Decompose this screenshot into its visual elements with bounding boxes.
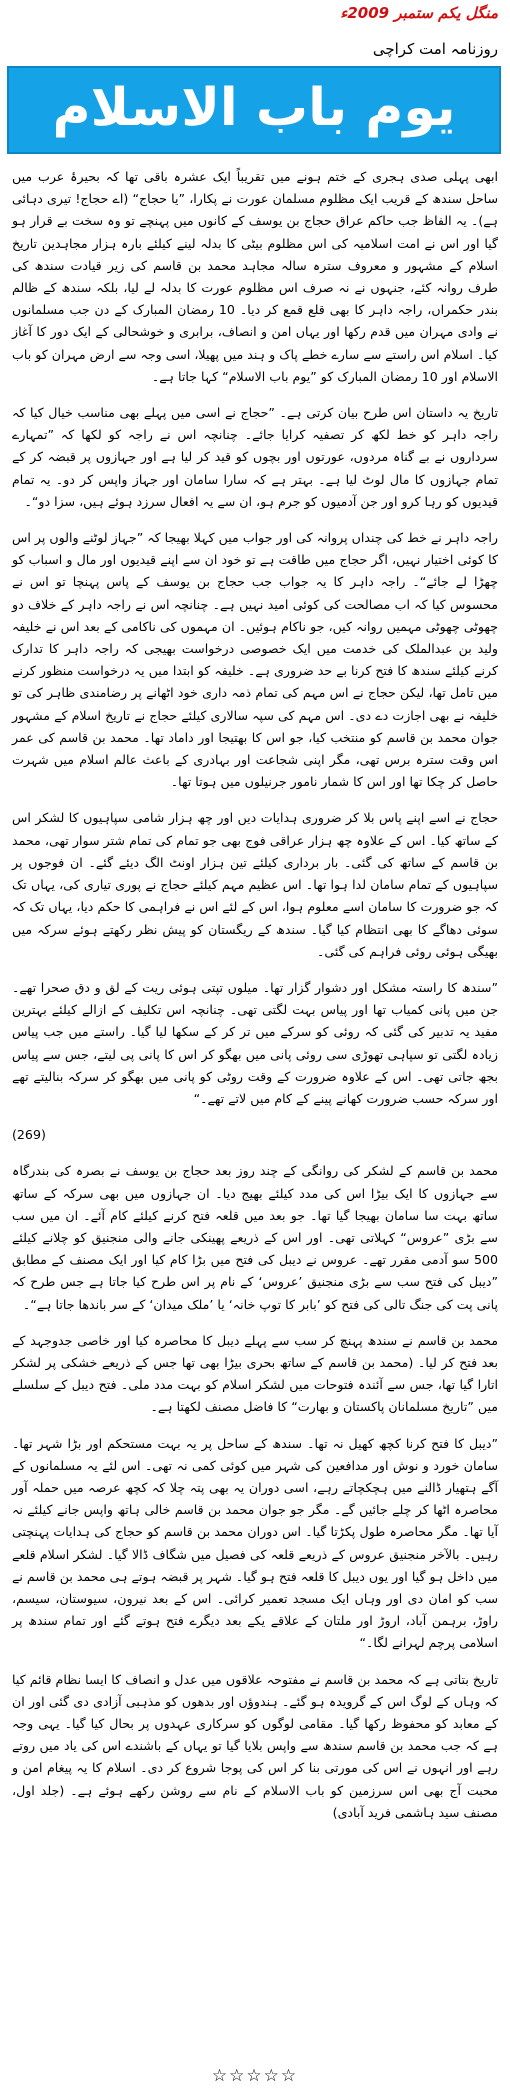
article-paragraph: راجہ داہر نے خط کی چنداں پروانہ کی اور جواب میں کہلا بھیجا کہ ”جہاز لوٹنے والوں پر اس کا کوئی اختیار نہیں، اگر حجاج میں طاقت ہے تو خود ان سے اپنے قیدیوں اور مال و اسباب کو چھڑا لے جائے“۔ راجہ داہر کا یہ جواب جب حجاج بن یوسف کے پاس پہنچا تو اس نے محسوس کیا کہ اب مصالحت کی کوئی امید نہیں ہے۔ چنانچہ اس نے راجہ داہر کے خلاف دو چھوٹی چھوٹی مہمیں روانہ کیں، جو ناکام ہوئیں۔ ان مہموں کی ناکامی کے بعد اس نے خلیفہ ولید بن عبدالملک کی خدمت میں ایک خصوصی درخواست بھیجی کہ راجہ داہر کا تدارک کرنے کیلئے سندھ کا فتح کرنا بے حد ضروری ہے۔ خلیفہ کو ابتدا میں یہ درخواست منظور کرنے میں تامل تھا، لیکن حجاج نے اس مہم کی تمام ذمہ داری خود اٹھانے پر رضامندی ظاہر کی تو خلیفہ نے بھی اجازت دے دی۔ اس مہم کی سپہ سالاری کیلئے حجاج نے تاریخ اسلام کے مشہور جوان محمد بن قاسم کو منتخب کیا، جو اس کا بھتیجا اور داماد تھا۔ محمد بن قاسم کی عمر اس وقت سترہ برس تھی، مگر اپنی شجاعت اور بہادری کے باعث عالم اسلام میں شہرت حاصل کر چکا تھا اور اس کا شمار نامور جرنیلوں میں ہوتا تھا۔ (12, 530, 499, 790)
publication-date: منگل یکم ستمبر 2009ء (340, 4, 498, 22)
newspaper-source: روزنامہ امت کراچی (372, 40, 498, 58)
article-paragraph: ”دیبل کا فتح کرنا کچھ کھیل نہ تھا۔ سندھ کے ساحل پر یہ بہت مستحکم اور بڑا شہر تھا۔ سامان خورد و نوش اور مدافعین کی شہر میں کوئی کمی نہ تھی۔ اس لئے یہ مسلمانوں کے آگے ہتھیار ڈالنے میں ہچکچاتے رہے، اسی دوران یہ بھی پتہ چلا کہ کچھ عرصہ میں حملہ آور محاصرہ اٹھا کر چلے جائیں گے۔ مگر جو جوان محمد بن قاسم خالی ہاتھ واپس جانے کیلئے نہ آیا تھا۔ مگر محاصرہ طول پکڑتا گیا۔ اس دوران محمد بن قاسم کو حجاج کی ہدایات پہنچتی رہیں۔ بالآخر منجنیق عروس کے ذریعے قلعہ کی فصیل میں شگاف ڈالا گیا۔ لشکر اسلام قلعے میں داخل ہو گیا اور یوں دیبل کا قلعہ فتح ہو گیا۔ شہر پر قبضہ ہوتے ہی محمد بن قاسم نے سب کو امان دی اور وہاں ایک مسجد تعمیر کرائی۔ اس کے بعد نیرون، سیوستان، سیسم، راوڑ، برہمن آباد، اروڑ اور ملتان کے علاقے یکے بعد دیگرے فتح ہوتے گئے اور تمام سندھ پر اسلامی پرچم لہرانے لگا۔“ (12, 1435, 498, 1651)
page-reference: (269) (12, 1127, 46, 1143)
article-paragraph: ”سندھ کا راستہ مشکل اور دشوار گزار تھا۔ میلوں تپتی ہوئی ریت کے لق و دق صحرا تھے۔ جن میں پانی کمیاب تھا اور پیاس بہت لگتی تھی۔ چنانچہ اس تکلیف کے ازالے کیلئے بہترین مفید یہ تدبیر کی گئی کہ روئی کو سرکے میں تر کر کے سکھا لیا گیا۔ راستے میں جب پیاس زیادہ لگتی تو سپاہی تھوڑی سی روئی پانی میں بھگو کر اس کا پانی پی لیتے، جس سے پیاس بجھ جاتی تھی۔ اس کے علاوہ ضرورت کے وقت روٹی کو پانی میں بھگو کر سرکہ بنالیتے تھے اور سرکہ حسب ضرورت کھانے پینے کے کام میں لاتے تھے۔“ (12, 979, 498, 1106)
end-stars: ☆☆☆☆☆ (211, 2066, 299, 2086)
title-banner (7, 66, 501, 154)
article-paragraph: حجاج نے اسے اپنے پاس بلا کر ضروری ہدایات دیں اور چھ ہزار شامی سپاہیوں کا لشکر اس کے ساتھ کیا۔ اس کے علاوہ چھ ہزار عراقی فوج بھی جو تمام کی تمام شتر سوار تھی، محمد بن قاسم کے ساتھ کی گئی۔ بار برداری کیلئے تین ہزار اونٹ الگ دیئے گئے۔ ان فوجوں پر سپاہیوں کے تمام سامان لدا ہوا تھا۔ اس عظیم مہم کیلئے حجاج نے پوری تیاری کی، یہاں تک کہ جو ضرورت کا سامان اسے معلوم ہوا، اس کے لئے اس نے فراہمی کا حکم دیا، یہاں تک کہ سوئی دھاگے کا بھی انتظام کیا گیا۔ سندھ کے ریگستان کو پیش نظر رکھتے ہوئے سرکہ میں بھیگی ہوئی روئی فراہم کی گئی۔ (12, 810, 498, 959)
article-paragraph: ابھی پہلی صدی ہجری کے ختم ہونے میں تقریباً ایک عشرہ باقی تھا کہ بحیرۂ عرب میں ساحل سندھ کے قریب ایک مظلوم مسلمان عورت نے پکارا، ”یا حجاج“ (اے حجاج! تیری دہائی ہے)۔ یہ الفاظ جب حاکم عراق حجاج بن یوسف کے کانوں میں پہنچے تو وہ سخت بے قرار ہو گیا اور اس نے امت اسلامیہ کی اس مظلوم بیٹی کا بدلہ لینے کیلئے بارہ ہزار مجاہدین تاریخ اسلام کے مشہور و معروف سترہ سالہ مجاہد محمد بن قاسم کی زیر قیادت سندھ کی طرف روانہ کئے، جنہوں نے نہ صرف اس مظلوم عورت کا بدلہ لے لیا، بلکہ سندھ کے ظالم بندر حکمراں، راجہ داہر کا بھی قلع قمع کر دیا۔ 10 رمضان المبارک کے دن جب مسلمانوں نے وادی مہران میں قدم رکھا اور یہاں امن و انصاف، برابری و خوشحالی کے ایک دور کا آغاز کیا۔ اسلام اس راستے سے سارے خطے پاک و ہند میں پھیلا، اسی وجہ سے ارض مہران کو باب الاسلام اور 10 رمضان المبارک کو ”یوم باب الاسلام“ کہا جاتا ہے۔ (12, 169, 498, 384)
article-paragraph: محمد بن قاسم نے سندھ پہنچ کر سب سے پہلے دیبل کا محاصرہ کیا اور خاصی جدوجہد کے بعد فتح کر لیا۔ (محمد بن قاسم کے ساتھ بحری بیڑا بھی تھا جس کے ذریعے خشکی پر لشکر اتارا گیا تھا، جس سے آئندہ فتوحات میں لشکر اسلام کو بہت مدد ملی۔ فتح دیبل کے سلسلے میں ”تاریخ مسلمانان پاکستان و بھارت“ کا فاضل مصنف لکھتا ہے۔ (12, 1332, 498, 1415)
article-body (12, 166, 498, 1838)
article-paragraph: محمد بن قاسم کے لشکر کی روانگی کے چند روز بعد حجاج بن یوسف نے بصرہ کی بندرگاہ سے جہازوں کا ایک بیڑا اس کی مدد کیلئے بھیج دیا۔ ان جہازوں میں بھی سرکہ کے ساتھ ساتھ بہت سا سامان بھیجا گیا تھا۔ جو بعد میں قلعہ فتح کرنے کیلئے کام آئے۔ ان میں سب سے بڑی ”عروس“ کہلاتی تھی۔ اور اس کے ذریعے پھینکی جانے والی منجنیق کو چلانے کیلئے 500 سو آدمی مقرر تھے۔ عروس نے دیبل کی فتح میں بڑا کام کیا اور ایک مصنف کے مطابق ”دیبل کی فتح سب سے بڑی منجنیق ’عروس‘ کے نام پر اس طرح کیا جاتا ہے جس طرح کہ پانی پت کی جنگ تالی کی فتح کو ’بابر کا توپ خانہ‘ یا ’ملک میدان‘ کے سر باندھا جاتا ہے“۔ (12, 1163, 498, 1312)
banner-title: یوم باب الاسلام (52, 78, 456, 138)
article-paragraph: تاریخ یہ داستان اس طرح بیان کرتی ہے۔ ”حجاج نے اسی میں پہلے بھی مناسب خیال کیا کہ راجہ داہر کو خط لکھ کر تصفیہ کرایا جائے۔ چنانچہ اس نے راجہ کو لکھا کہ ”تمہارے سرداروں نے بے گناہ مردوں، عورتوں اور بچوں کو قید کر لیا ہے اور جہازوں پر قبضہ کر کے تمام جہازوں کا مال لوٹ لیا ہے۔ بہتر ہے کہ سارا سامان اور جہاز واپس کر دو۔ یہ تمام قیدیوں کو رہا کرو اور جن آدمیوں کو جرم ہو، ان سے یہ افعال سرزد ہوئے ہیں، سزا دو“۔ (12, 405, 498, 509)
article-paragraph: تاریخ بتاتی ہے کہ محمد بن قاسم نے مفتوحہ علاقوں میں عدل و انصاف کا ایسا نظام قائم کیا کہ وہاں کے لوگ اس کے گرویدہ ہو گئے۔ ہندوؤں اور بدھوں کو مذہبی آزادی دی گئی اور ان کے معابد کو محفوظ رکھا گیا۔ مقامی لوگوں کو سرکاری عہدوں پر بحال کیا گیا۔ یہی وجہ ہے کہ جب محمد بن قاسم سندھ سے واپس بلایا گیا تو یہاں کے باشندے اس کی یاد میں روتے رہے اور انہوں نے اس کی مورتی بنا کر اس کی پوجا شروع کر دی۔ اسلام کا یہ پیغام امن و محبت آج بھی اس سرزمین کو باب الاسلام کے نام سے روشن رکھے ہوئے ہے۔ (جلد اول، مصنف سید ہاشمی فرید آبادی) (12, 1671, 498, 1820)
